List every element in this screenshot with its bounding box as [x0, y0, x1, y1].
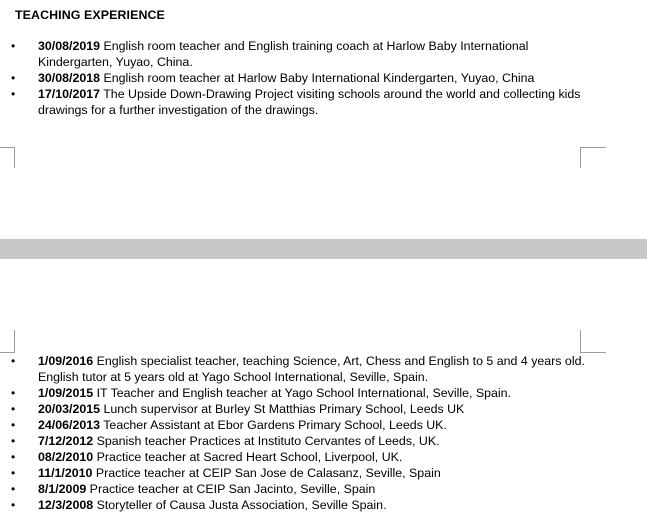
- page-corner-marker: [0, 147, 15, 168]
- list-item: [0, 38, 600, 70]
- list-item: [0, 433, 600, 449]
- bullet-icon: •: [11, 450, 16, 464]
- entry-text: IT Teacher and English teacher at Yago School International, Seville, Spain.: [93, 386, 512, 400]
- entry-text: Practice teacher at CEIP San Jose de Calasanz, Seville, Spain: [92, 466, 441, 480]
- section-title: TEACHING EXPERIENCE: [15, 8, 165, 22]
- list-item: [0, 385, 600, 401]
- bullet-icon: •: [11, 418, 16, 432]
- entry-date: 08/2/2010: [38, 450, 94, 464]
- entry-date: 20/03/2015: [38, 402, 101, 416]
- bullet-icon: •: [11, 482, 16, 496]
- list-item: [0, 353, 600, 385]
- entry-date: 17/10/2017: [38, 87, 101, 101]
- page-corner-marker: [580, 147, 606, 168]
- entry-date: 12/3/2008: [38, 498, 94, 512]
- list-item: [0, 86, 600, 118]
- list-item: [0, 449, 600, 465]
- entry-date: 1/09/2016: [38, 354, 94, 368]
- entry-text: Storyteller of Causa Justa Association, Seville Spain.: [93, 498, 387, 512]
- entry-date: 11/1/2010: [38, 466, 93, 480]
- page-corner-marker: [0, 330, 15, 353]
- bullet-icon: •: [11, 498, 16, 512]
- list-item: [0, 497, 600, 513]
- experience-list-page2: [0, 353, 600, 513]
- entry-text: Teacher Assistant at Ebor Gardens Primary School, Leeds UK.: [100, 418, 447, 432]
- entry-text: English room teacher at Harlow Baby International Kindergarten, Yuyao, China: [100, 71, 535, 85]
- bullet-icon: •: [11, 39, 16, 53]
- experience-list-page1: [0, 38, 600, 118]
- entry-date: 7/12/2012: [38, 434, 94, 448]
- entry-text: English specialist teacher, teaching Science, Art, Chess and English to 5 and 4 years old. English tutor at 5 years old at Yago School International, Seville, Spain.: [38, 354, 585, 384]
- entry-date: 30/08/2019: [38, 39, 101, 53]
- list-item: [0, 401, 600, 417]
- list-item: [0, 465, 600, 481]
- list-item: [0, 417, 600, 433]
- bullet-icon: •: [11, 354, 16, 368]
- bullet-icon: •: [11, 87, 16, 101]
- entry-date: 1/09/2015: [38, 386, 94, 400]
- entry-date: 8/1/2009: [38, 482, 87, 496]
- entry-text: Practice teacher at CEIP San Jacinto, Seville, Spain: [86, 482, 376, 496]
- bullet-icon: •: [11, 434, 16, 448]
- page-break-gap: [0, 239, 647, 259]
- page-corner-marker: [580, 330, 606, 353]
- list-item: [0, 70, 600, 86]
- entry-text: English room teacher and English training coach at Harlow Baby International Kindergarten, Yuyao, China.: [38, 39, 529, 69]
- entry-text: Lunch supervisor at Burley St Matthias Primary School, Leeds UK: [100, 402, 465, 416]
- bullet-icon: •: [11, 466, 16, 480]
- entry-text: Spanish teacher Practices at Instituto Cervantes of Leeds, UK.: [93, 434, 440, 448]
- entry-date: 30/08/2018: [38, 71, 101, 85]
- entry-text: Practice teacher at Sacred Heart School, Liverpool, UK.: [93, 450, 403, 464]
- bullet-icon: •: [11, 386, 16, 400]
- list-item: [0, 481, 600, 497]
- entry-date: 24/06/2013: [38, 418, 101, 432]
- bullet-icon: •: [11, 402, 16, 416]
- entry-text: The Upside Down-Drawing Project visiting schools around the world and collecting kids drawings for a further investigation of the drawings.: [38, 87, 581, 117]
- bullet-icon: •: [11, 71, 16, 85]
